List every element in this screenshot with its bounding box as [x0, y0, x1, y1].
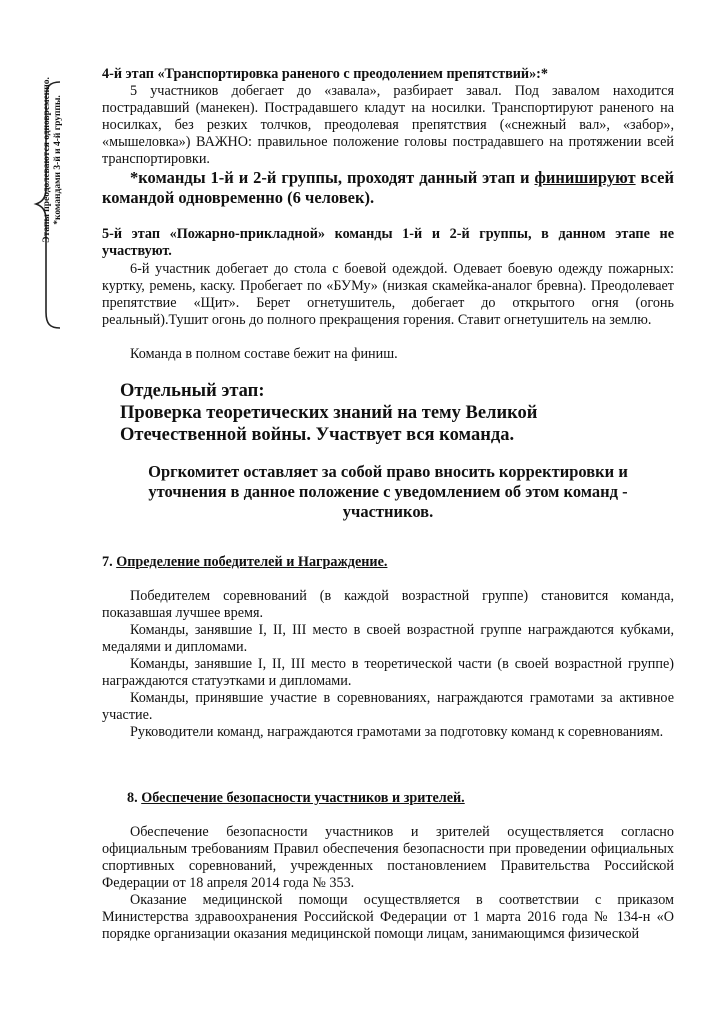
stage4-note [102, 168, 674, 208]
section7-number: 7. [102, 554, 117, 570]
sidebar-note-line2: *командами 3-й и 4-й группы. [53, 95, 63, 225]
sidebar-note-line1: Этапы преодолеваются одновременно. [42, 77, 52, 243]
section7-p2: Команды, занявшие I, II, III место в своей возрастной группе награждаются кубками, медалями и дипломами. [102, 622, 674, 655]
section7-heading [102, 554, 674, 571]
stage5-heading: 5-й этап «Пожарно-прикладной» команды 1-й и 2-й группы, в данном этапе не участвуют. [102, 226, 674, 259]
stage5-text: 6-й участник добегает до стола с боевой одеждой. Одевает боевую одежду пожарных: куртку, ремень, каску. Пробегает по «БУМу» (низкая скамейка-аналог бревна). Преодолевает препятствие «Щит». Берет огнетушитель, добегает до открытого огня (огонь реальный).Тушит огонь до полного прекращения горения. Ставит огнетушитель на землю. [102, 261, 674, 328]
orgcommittee-note [102, 462, 674, 522]
separate-stage [120, 380, 680, 446]
orgcommittee-line2: уточнения в данное положение с уведомлением об этом команд - [148, 482, 628, 501]
stage4-note-part2: всей командой одновременно (6 человек). [102, 168, 674, 207]
sidebar-note-text [42, 35, 64, 285]
separate-stage-line2: Проверка теоретических знаний на тему Великой [120, 403, 538, 423]
section7-title: Определение победителей и Награждение. [116, 554, 388, 570]
stage5-finish: Команда в полном составе бежит на финиш. [130, 346, 398, 362]
stage4-note-part1: *команды 1-й и 2-й группы, проходят данный этап и [130, 168, 535, 187]
section7-p3: Команды, занявшие I, II, III место в теоретической части (в своей возрастной группе) награждаются статуэтками и дипломами. [102, 656, 674, 689]
separate-stage-line1: Отдельный этап: [120, 381, 265, 401]
separate-stage-line3: Отечественной войны. Участвует вся команда. [120, 425, 515, 445]
stage4-text: 5 участников добегает до «завала», разбирает завал. Под завалом находится пострадавший (манекен). Пострадавшего кладут на носилки. Транспортируют раненого на носилках, без резких толчков, преодолевая препятствия («снежный вал», «забор», «мышеловка») ВАЖНО: правильное положение головы пострадавшего на протяжении всей транспортировки. [102, 83, 674, 167]
section7-p5: Руководители команд, награждаются грамотами за подготовку команд к соревнованиям. [130, 724, 664, 740]
section8-heading [127, 790, 687, 807]
section7-p4: Команды, принявшие участие в соревнованиях, награждаются грамотами за активное участие. [102, 690, 674, 723]
section7-p1: Победителем соревнований (в каждой возрастной группе) становится команда, показавшая лучшее время. [102, 588, 674, 621]
section8-p1: Обеспечение безопасности участников и зрителей осуществляется согласно официальным требованиям Правил обеспечения безопасности при проведении официальных спортивных соревнований, учрежденных постановлением Правительства Российской Федерации от 18 апреля 2014 года № 353. [102, 824, 674, 891]
orgcommittee-line3: участников. [342, 502, 434, 521]
section8-title: Обеспечение безопасности участников и зрителей. [141, 790, 465, 806]
section8-p2: Оказание медицинской помощи осуществляется в соответствии с приказом Министерства здравоохранения Российской Федерации от 1 марта 2016 года № 134-н «О порядке организации оказания медицинской помощи лицам, занимающимся физической [102, 892, 674, 942]
section8-number: 8. [127, 790, 142, 806]
orgcommittee-line1: Оргкомитет оставляет за собой право вносить корректировки и [148, 462, 628, 481]
stage4-heading: 4-й этап «Транспортировка раненого с преодолением препятствий»:* [102, 66, 549, 82]
sidebar-bracket-note [16, 77, 68, 330]
stage4-note-underlined: финишируют [534, 168, 636, 187]
